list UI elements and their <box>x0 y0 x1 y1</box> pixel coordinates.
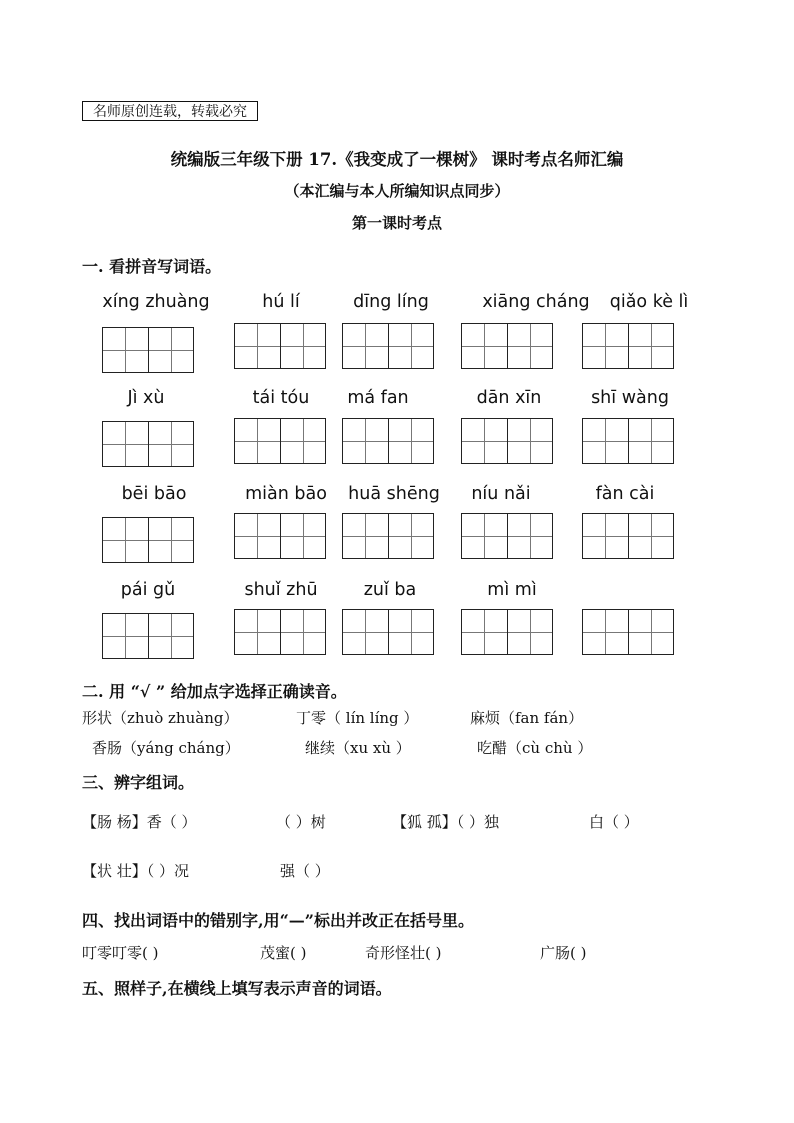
pinyin-label: shuǐ zhū <box>244 580 318 600</box>
pinyin-label: miàn bāo <box>245 484 327 504</box>
word-group-item[interactable]: 白（ ） <box>589 813 639 831</box>
pinyin-label: má fan <box>347 388 409 408</box>
pinyin-label: bēi bāo <box>121 484 187 504</box>
pinyin-label: dīng líng <box>353 292 429 312</box>
section3-heading: 三、辨字组词。 <box>82 773 195 792</box>
pinyin-label: huā shēng <box>348 484 440 504</box>
typo-item[interactable]: 茂蜜( ) <box>260 944 307 962</box>
pinyin-label: zuǐ ba <box>363 580 417 600</box>
writing-grid[interactable] <box>582 513 674 559</box>
lesson-label: 第一课时考点 <box>351 214 442 232</box>
writing-grid[interactable] <box>461 323 553 369</box>
writing-grid[interactable] <box>461 513 553 559</box>
writing-grid[interactable] <box>582 323 674 369</box>
word-group-line-2 <box>0 860 794 882</box>
pinyin-label: níu nǎi <box>471 484 531 504</box>
writing-grid[interactable] <box>234 513 326 559</box>
pinyin-label: fàn cài <box>595 484 655 504</box>
typo-line <box>0 942 794 964</box>
pinyin-label: dān xīn <box>476 388 542 408</box>
typo-item[interactable]: 叮零叮零( ) <box>82 944 159 962</box>
word-group-item[interactable]: 【狐 孤】（ ）独 <box>392 813 500 831</box>
pinyin-label: mì mì <box>487 580 537 600</box>
writing-grid[interactable] <box>461 609 553 655</box>
reading-item[interactable]: 麻烦（fan fán） <box>470 709 584 727</box>
writing-grid[interactable] <box>342 323 434 369</box>
writing-grid[interactable] <box>582 609 674 655</box>
pinyin-label: xíng zhuàng <box>102 292 210 312</box>
writing-grid[interactable] <box>234 323 326 369</box>
writing-grid[interactable] <box>234 418 326 464</box>
word-group-item[interactable]: 【肠 杨】香（ ） <box>82 813 197 831</box>
writing-grid[interactable] <box>102 613 194 659</box>
pinyin-label: shī wàng <box>591 388 669 408</box>
writing-grid[interactable] <box>102 327 194 373</box>
word-group-line-1 <box>0 811 794 833</box>
reading-item[interactable]: 香肠（yáng cháng） <box>92 739 240 757</box>
word-group-item[interactable]: 强（ ） <box>280 862 330 880</box>
pinyin-label: pái gǔ <box>120 580 176 600</box>
worksheet-title: 统编版三年级下册 17.《我变成了一棵树》 课时考点名师汇编 <box>170 150 624 169</box>
writing-grid[interactable] <box>582 418 674 464</box>
writing-grid[interactable] <box>102 517 194 563</box>
writing-grid[interactable] <box>461 418 553 464</box>
writing-grid[interactable] <box>342 609 434 655</box>
pinyin-label: Jì xù <box>127 388 165 408</box>
section5-heading: 五、照样子,在横线上填写表示声音的词语。 <box>82 979 392 998</box>
pinyin-label: xiāng cháng <box>482 292 590 312</box>
reading-line-2 <box>0 737 794 759</box>
worksheet-subtitle: （本汇编与本人所编知识点同步） <box>284 182 510 200</box>
word-group-item[interactable]: （ ）树 <box>276 813 326 831</box>
writing-grid[interactable] <box>342 418 434 464</box>
pinyin-label: qiǎo kè lì <box>609 292 689 312</box>
writing-grid[interactable] <box>234 609 326 655</box>
writing-grid[interactable] <box>342 513 434 559</box>
reading-item[interactable]: 丁零（ lín líng ） <box>296 709 419 727</box>
word-group-item[interactable]: 【状 壮】（ ）况 <box>82 862 190 880</box>
reading-item[interactable]: 吃醋（cù chù ） <box>477 739 593 757</box>
pinyin-label: hú lí <box>262 292 300 312</box>
reading-item[interactable]: 继续（xu xù ） <box>305 739 411 757</box>
section4-heading: 四、找出词语中的错别字,用“—”标出并改正在括号里。 <box>82 911 474 930</box>
pinyin-label: tái tóu <box>252 388 310 408</box>
typo-item[interactable]: 广肠( ) <box>540 944 587 962</box>
section2-heading: 二. 用 “√ ” 给加点字选择正确读音。 <box>82 682 347 701</box>
reading-item[interactable]: 形状（zhuò zhuàng） <box>82 709 239 727</box>
section1-heading: 一. 看拼音写词语。 <box>82 257 222 276</box>
typo-item[interactable]: 奇形怪壮( ) <box>365 944 442 962</box>
reading-line-1 <box>0 707 794 729</box>
writing-grid[interactable] <box>102 421 194 467</box>
copyright-notice: 名师原创连载，转载必究 <box>82 101 258 121</box>
